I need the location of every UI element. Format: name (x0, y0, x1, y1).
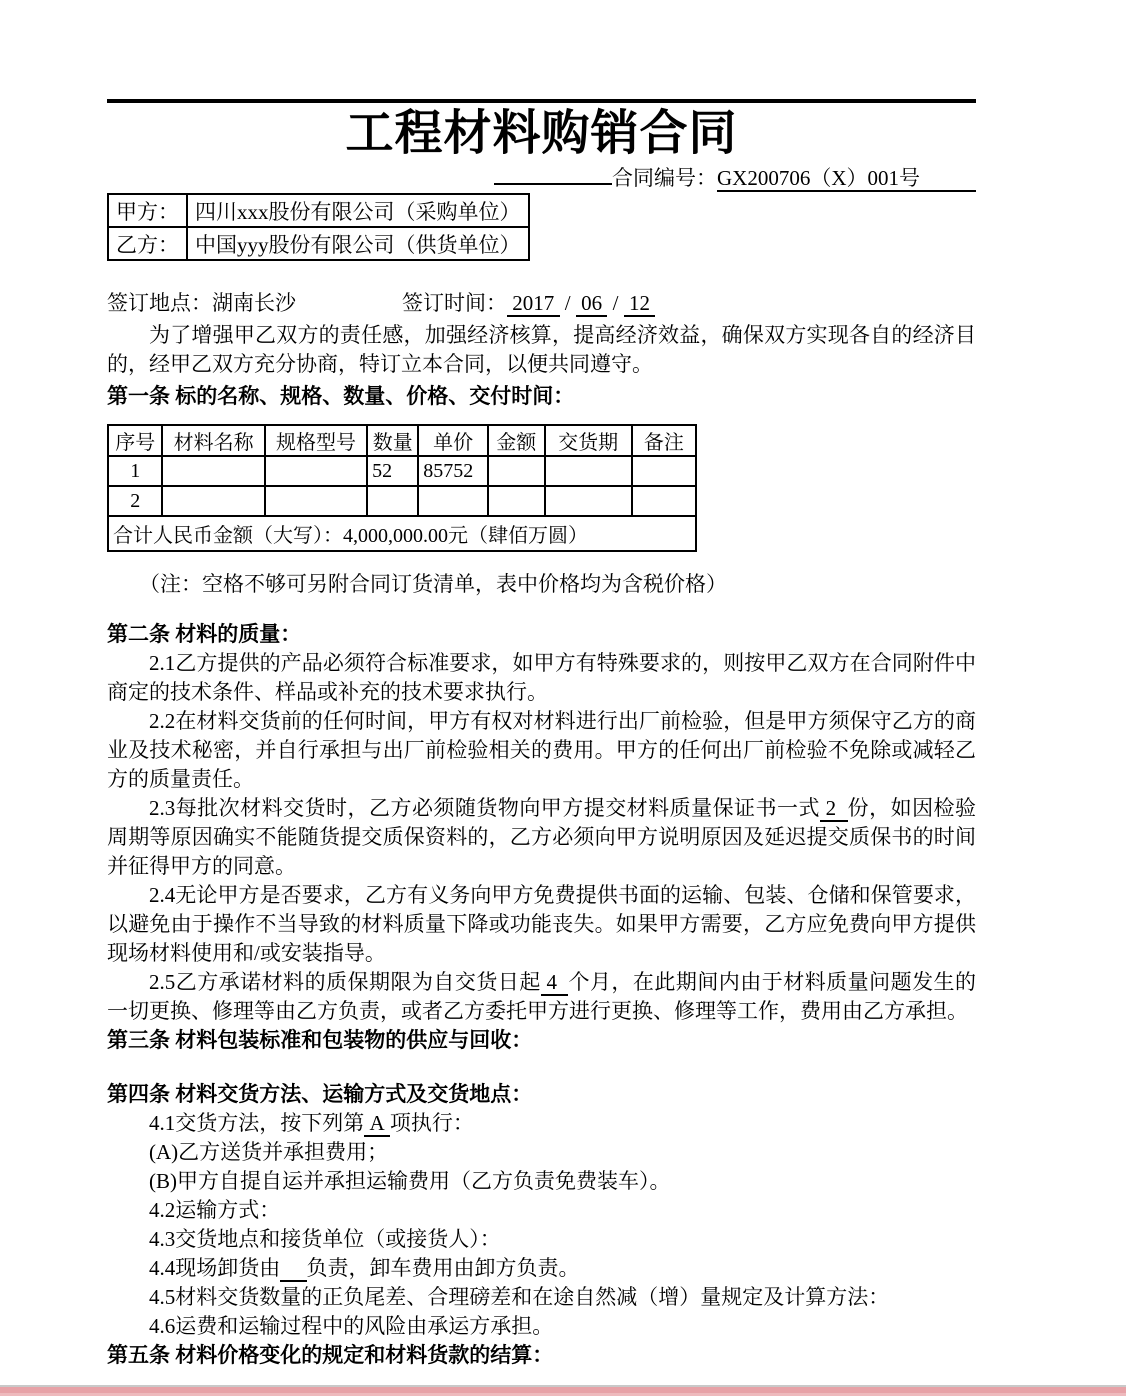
goods-row-2 (108, 486, 696, 516)
col-header-unit-price: 单价 (418, 425, 488, 456)
window-bottom-edge (0, 1385, 1126, 1396)
contract-document (107, 0, 976, 1370)
clause-4-3: 4.3交货地点和接货单位（或接货人）： (149, 1227, 501, 1251)
filled-blank: A (364, 1111, 390, 1135)
clause-2-1: 2.1乙方提供的产品必须符合标准要求，如甲方有特殊要求的，则按甲乙双方在合同附件中商定的技术条件、样品或补充的技术要求执行。 (107, 651, 976, 704)
filled-blank: 4 (540, 970, 569, 994)
contract-number-line (107, 165, 976, 192)
date-separator: / (564, 291, 571, 315)
cell-spec-model (265, 486, 367, 516)
clause-text: 4.4现场卸货由 (149, 1256, 281, 1280)
cell-material-name (162, 486, 264, 516)
total-amount-cell: 合计人民币金额（大写）：4,000,000.00元（肆佰万圆） (108, 516, 696, 551)
clause-2-3 (107, 794, 976, 881)
clause-text: 个月，在此期间内由于材料质量问题发生的一切更换、修理等由乙方负责，或者乙方委托甲方进行更换、修理等工作，费用由乙方承担。 (107, 970, 977, 1023)
clause-2-2: 2.2在材料交货前的任何时间，甲方有权对材料进行出厂前检验，但是甲方须保守乙方的商业及技术秘密，并自行承担与出厂前检验相关的费用。甲方的任何出厂前检验不免除或减轻乙方的质量责任。 (107, 709, 976, 791)
contract-number-value: GX200706（X）001号 (717, 166, 976, 192)
cell-remarks (632, 456, 696, 486)
cell-amount (488, 456, 545, 486)
article4-heading: 第四条 材料交货方法、运输方式及交货地点： (107, 1082, 533, 1106)
sign-day: 12 (623, 291, 656, 315)
clause-2-5 (107, 968, 976, 1026)
preamble-paragraph: 为了增强甲乙双方的责任感，加强经济核算，提高经济效益，确保双方实现各自的经济目的，经甲乙双方充分协商，特订立本合同，以便共同遵守。 (107, 323, 976, 376)
party-a-row (108, 194, 529, 227)
cell-seq: 1 (108, 456, 162, 486)
sign-time-label: 签订时间： (402, 291, 507, 315)
clause-text: 份，如因检验周期等原因确实不能随货提交质保资料的，乙方必须向甲方说明原因及延迟提交质保书的时间并征得甲方的同意。 (107, 796, 977, 878)
party-b-row (108, 227, 529, 260)
date-separator: / (612, 291, 619, 315)
table-note: （注：空格不够可另附合同订货清单，表中价格均为含税价格） (139, 572, 727, 596)
blank-underline (494, 181, 612, 185)
goods-total-row (108, 516, 696, 551)
clause-text: 2.3每批次材料交货时，乙方必须随货物向甲方提交材料质量保证书一式 (149, 796, 820, 820)
clause-4-6: 4.6运费和运输过程中的风险由承运方承担。 (149, 1314, 554, 1338)
party-b-value: 中国yyy股份有限公司（供货单位） (187, 227, 529, 260)
cell-unit-price: 85752 (418, 456, 488, 486)
article5-heading: 第五条 材料价格变化的规定和材料货款的结算： (107, 1343, 554, 1367)
article1-heading: 第一条 标的名称、规格、数量、价格、交付时间： (107, 384, 575, 408)
col-header-delivery-date: 交货期 (545, 425, 632, 456)
clause-4-2: 4.2运输方式： (149, 1198, 281, 1222)
clause-text: 4.1交货方法，按下列第 (149, 1111, 365, 1135)
col-header-quantity: 数量 (367, 425, 418, 456)
goods-header-row (108, 425, 696, 456)
empty-blank-underline (280, 1256, 306, 1282)
cell-delivery-date (545, 456, 632, 486)
goods-table (107, 424, 697, 552)
sign-place-value: 湖南长沙 (212, 291, 296, 315)
sign-month: 06 (575, 291, 608, 315)
cell-seq: 2 (108, 486, 162, 516)
cell-material-name (162, 456, 264, 486)
signing-info-line (107, 291, 976, 315)
cell-remarks (632, 486, 696, 516)
clause-4-5: 4.5材料交货数量的正负尾差、合理磅差和在途自然减（增）量规定及计算方法： (149, 1285, 890, 1309)
col-header-material-name: 材料名称 (162, 425, 264, 456)
clause-text: 项执行： (389, 1111, 474, 1135)
col-header-amount: 金额 (488, 425, 545, 456)
article3-heading: 第三条 材料包装标准和包装物的供应与回收： (107, 1028, 533, 1052)
cell-quantity: 52 (367, 456, 418, 486)
party-a-label: 甲方： (108, 194, 187, 227)
parties-table (107, 193, 530, 261)
clause-text: 负责，卸车费用由卸方负责。 (306, 1256, 580, 1280)
clause-text: 2.5乙方承诺材料的质保期限为自交货日起 (149, 970, 541, 994)
cell-delivery-date (545, 486, 632, 516)
document-title: 工程材料购销合同 (345, 107, 738, 160)
clause-4-1-option-b: (B)甲方自提自运并承担运输费用（乙方负责免费装车）。 (149, 1169, 671, 1193)
col-header-remarks: 备注 (632, 425, 696, 456)
party-a-value: 四川xxx股份有限公司（采购单位） (187, 194, 529, 227)
article2-heading: 第二条 材料的质量： (107, 622, 302, 646)
clause-2-4: 2.4无论甲方是否要求，乙方有义务向甲方免费提供书面的运输、包装、仓储和保管要求，以避免由于操作不当导致的材料质量下降或功能丧失。如果甲方需要，乙方应免费向甲方提供现场材料使用和/或安装指导。 (107, 883, 976, 965)
clause-4-4 (107, 1254, 976, 1283)
party-b-label: 乙方： (108, 227, 187, 260)
cell-unit-price (418, 486, 488, 516)
goods-row-1 (108, 456, 696, 486)
filled-blank: 2 (819, 796, 848, 820)
col-header-seq: 序号 (108, 425, 162, 456)
col-header-spec-model: 规格型号 (265, 425, 367, 456)
sign-place-label: 签订地点： (107, 291, 212, 315)
cell-amount (488, 486, 545, 516)
sign-year: 2017 (507, 291, 560, 315)
cell-spec-model (265, 456, 367, 486)
clause-4-1-option-a: (A)乙方送货并承担费用； (149, 1140, 389, 1164)
contract-number-label: 合同编号： (612, 166, 717, 190)
clause-4-1 (107, 1109, 976, 1138)
cell-quantity (367, 486, 418, 516)
